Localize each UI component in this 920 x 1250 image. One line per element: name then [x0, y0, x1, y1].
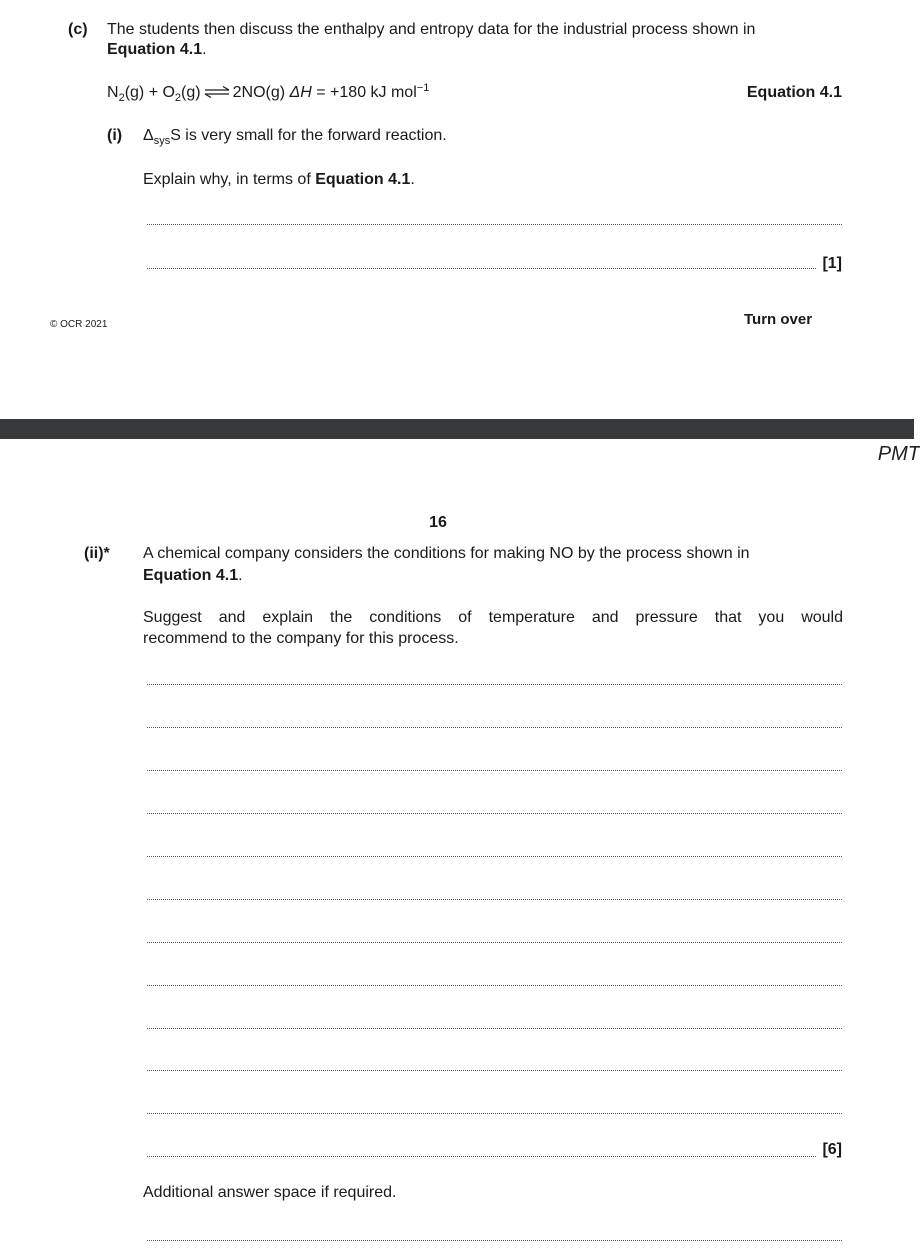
- question-i-text: [143, 125, 447, 147]
- eq-o2-sub: 2: [174, 92, 182, 104]
- answer-line[interactable]: [147, 684, 842, 685]
- answer-line[interactable]: [147, 727, 842, 728]
- suggest-line1: Suggest and explain the conditions of temperature and pressure that you would: [143, 609, 843, 626]
- part-c-intro-line1: The students then discuss the enthalpy and entropy data for the industrial process shown in: [107, 21, 756, 38]
- answer-line[interactable]: [147, 985, 842, 986]
- copyright: © OCR 2021: [50, 319, 108, 330]
- explain-bold: Equation 4.1: [315, 171, 411, 188]
- eq-product: 2NO(g): [232, 84, 286, 101]
- turn-over: Turn over: [744, 311, 813, 328]
- answer-line[interactable]: [147, 1070, 842, 1071]
- answer-line[interactable]: [147, 268, 816, 269]
- pmt-watermark: PMT: [877, 443, 920, 465]
- question-ii-label: (ii)*: [84, 545, 110, 562]
- equation-ref: Equation 4.1: [107, 41, 203, 58]
- delta-symbol: Δ: [143, 127, 154, 144]
- equilibrium-arrow-icon: [204, 86, 230, 98]
- answer-line[interactable]: [147, 1156, 816, 1157]
- answer-line[interactable]: [147, 1113, 842, 1114]
- equation-4-1: [107, 82, 429, 104]
- sys-subscript: sys: [153, 135, 171, 147]
- mark-allocation-i: [1]: [822, 255, 842, 272]
- eq-dh-value: = +180 kJ mol: [311, 84, 417, 101]
- period: .: [238, 567, 243, 584]
- answer-line[interactable]: [147, 899, 842, 900]
- suggest-line2: recommend to the company for this process.: [143, 630, 459, 647]
- additional-space-label: Additional answer space if required.: [143, 1184, 397, 1201]
- eq-delta-h: ΔH: [289, 84, 312, 101]
- page-number: 16: [429, 514, 447, 531]
- mark-allocation-ii: [6]: [822, 1141, 842, 1158]
- eq-o2-state: (g): [181, 84, 201, 101]
- explain-text: Explain why, in terms of: [143, 171, 316, 188]
- eq-n2: N: [107, 84, 119, 101]
- question-i-label: (i): [107, 127, 123, 144]
- question-ii-line1: A chemical company considers the conditions for making NO by the process shown in: [143, 545, 750, 562]
- answer-line[interactable]: [147, 942, 842, 943]
- answer-line[interactable]: [147, 224, 842, 225]
- part-c-intro-line2: [107, 39, 207, 61]
- eq-n2-sub: 2: [118, 92, 125, 104]
- part-c-label: (c): [68, 21, 88, 38]
- period: .: [202, 41, 207, 58]
- question-i-body: S is very small for the forward reaction.: [170, 127, 447, 144]
- equation-ref: Equation 4.1: [143, 567, 239, 584]
- explain-instruction: [143, 169, 415, 191]
- equation-label: Equation 4.1: [746, 84, 842, 101]
- answer-line[interactable]: [147, 1028, 842, 1029]
- eq-n2-state: (g) + O: [124, 84, 175, 101]
- answer-line[interactable]: [147, 813, 842, 814]
- answer-line[interactable]: [147, 856, 842, 857]
- page-divider-bar: [0, 419, 914, 439]
- eq-dh-sup: −1: [416, 82, 430, 94]
- answer-line[interactable]: [147, 1240, 842, 1241]
- question-ii-line2: [143, 565, 243, 587]
- explain-end: .: [410, 171, 415, 188]
- answer-line[interactable]: [147, 770, 842, 771]
